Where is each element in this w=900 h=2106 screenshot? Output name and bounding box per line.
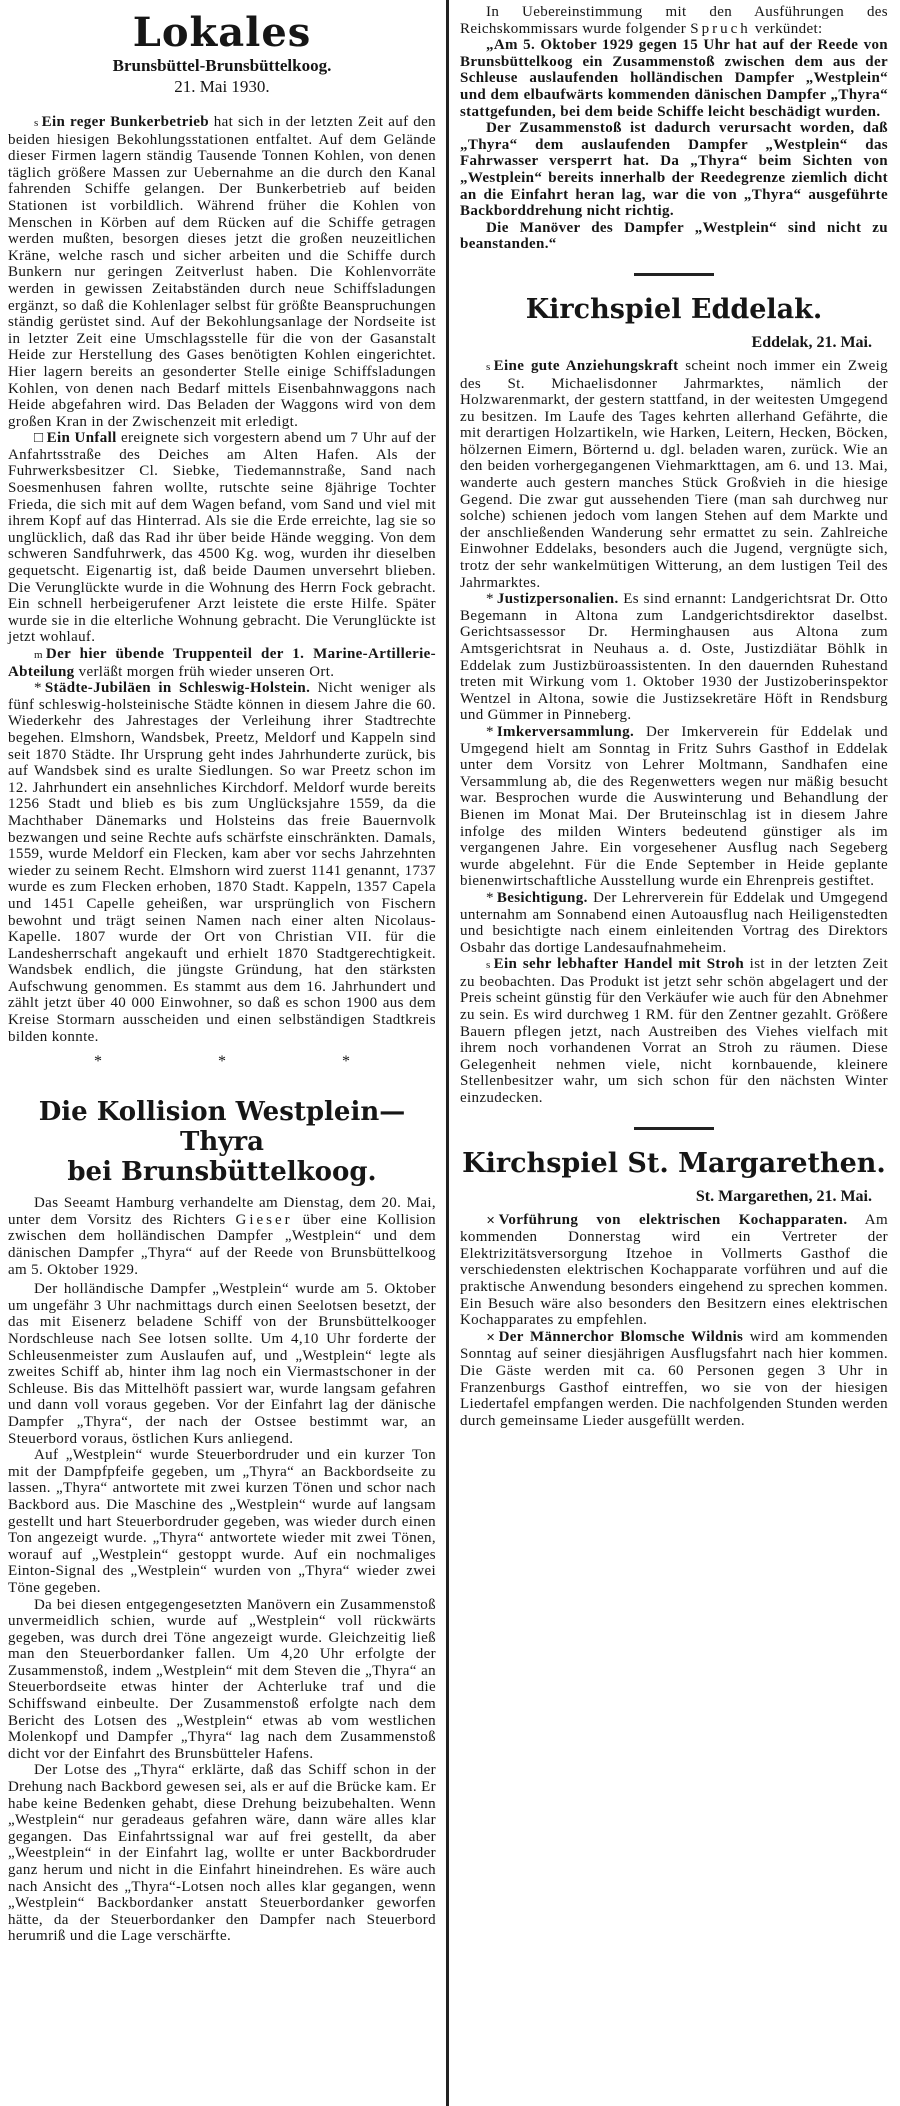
section-heading-margarethen: Kirchspiel St. Margarethen. <box>462 1147 886 1179</box>
item-text: ereignete sich vorgestern abend um 7 Uhr auf der Anfahrtsstraße des Deiches am Alten Hafen. Als der Fuhrwerksbesitzer Cl. Siebke, Tiedemannstraße, Sand nach Soesmenhusen fahren wollte, rutschte seine 8jährige Tochter Frieda, die sich mit auf dem Wagen befand, vom Sand und viel mit ihrem Kopf auf das Hinterrad. Als sie die Erde erreichte, lag sie so unglücklich, daß das Rad ihr über beide Hände wegging. Von dem schweren Sandfuhrwerk, das 4500 Kg. wog, wurden ihr dieselben gequetscht. Eigenartig ist, daß beide Daumen unversehrt blieben. Die Verunglückte wurde in die Wohnung des Herrn Fock gebracht. Ein schnell herbeigerufener Arzt leistete die erste Hilfe. Später wurde sie in die elterliche Wohnung gebracht. Die Verunglückte ist jetzt wohlauf. <box>8 430 436 646</box>
item-text: verläßt morgen früh wieder unseren Ort. <box>74 663 335 680</box>
item-marker: * <box>486 889 494 906</box>
item-marker: * <box>486 723 494 740</box>
news-item <box>460 358 888 591</box>
verdict-paragraph: Die Manöver des Dampfer „Westplein“ sind nicht zu beanstanden.“ <box>460 219 888 253</box>
dateline: Eddelak, 21. Mai. <box>751 333 872 351</box>
verdict-word: Spruch <box>690 20 751 37</box>
item-text: ist in der letzten Zeit zu beobachten. Das Produkt ist jetzt sehr schön abgelagert und der Preis scheint günstig für den Verkäufer wie auch für den Abnehmer zu sein. Es wird durchweg 1 RM. für den Zentner gezahlt. Größere Bauern pflegen jetzt, nach Austreiben des Viehes vielfach mit ihrem noch vorhandenen Vorrat an Stroh zu räumen. Diese Gelegenheit nehmen viele, nicht kornbauende, kleinere Stellenbesitzer wahr, um sich schon für den nächsten Winter einzudecken. <box>460 956 888 1107</box>
item-marker: * <box>34 680 42 697</box>
section-divider <box>634 273 714 276</box>
item-text: hat sich in der letzten Zeit auf den beiden hiesigen Bekohlungsstationen entfaltet. Auf dem Gelände dieser Firmen lagern ständig Tausende Tonnen Kohlen, von denen täglich größere Massen zur Uebernahme an die durch den Kanal fahrenden Schiffe gelangen. Der Bunkerbetrieb auf beiden Stationen ist vorbildlich. Während früher die Kohlen von Menschen in Körben auf dem Rücken auf die Schiffe getragen werden mußten, besorgen dieses jetzt die großen neuzeitlichen Kräne, welche rasch und sicher arbeiten und die Schiffe durch Bunkern nur geringen Zeitverlust haben. Die Kohlenvorräte werden in gewissen Zeitabständen durch neue Schiffsladungen ergänzt, so daß die Kohlenlager selbst für größte Beanspruchungen ständig gerüstet sind. Auf der Bekohlungsanlage der Nordseite ist in letzter Zeit eine Umschlagsstelle für die von der Gasanstalt Heide zur Herstellung des Gases benötigten Kohlen eingerichtet. Hier lagern bereits an gesonderter Stelle einige Schiffsladungen Kohlen, von denen nach Bedarf mittels Eisenbahnwaggons nach Heide abgefahren wird. Das Beladen der Waggons wird von dem großen Kran in der Zwischenzeit mit erledigt. <box>8 114 436 430</box>
article-paragraph: Der Lotse des „Thyra“ erklärte, daß das Schiff schon in der Drehung nach Backbord gewesen sei, als er auf die Brücke kam. Er habe keine Bedenken gehabt, diese Drehung beizubehalten. Wenn „Westplein“ nur geradeaus gefahren wäre, dann wäre alles klar gegangen. Das Einfahrtssignal war auf frei gestellt, da aber „Weestplein“ in der Einfahrt lag, wollte er unter Backbordruder ganz herum und nicht in die Einfahrt hineindrehen. Es wäre auch nach Ansicht des „Thyra“-Lotsen noch alles klar gegangen, wenn „Westplein“ Backbordanker anstatt Steuerbordanker geworfen hätte, da der Steuerbordanker den Dampfer nach Steuerbord herumriß und die Lage verschärfte. <box>8 1762 436 1945</box>
article-title-line: Die Kollision Westplein—Thyra <box>38 1097 406 1158</box>
column-rule <box>446 0 449 2106</box>
news-item <box>460 1329 888 1430</box>
section-title: Lokales <box>132 9 312 56</box>
text-run: über eine Kollision zwischen dem holländischen Dampfer „Westplein“ und dem dänischen Dampfer „Thyra“ auf der Reede von Brunsbüttelkoog am 5. Oktober 1929. <box>8 1211 436 1278</box>
item-text: Der Imkerverein für Eddelak und Umgegend hielt am Sonntag in Fritz Suhrs Gasthof in Eddelak unter dem Vorsitz von Lehrer Moltmann, Sandhafen eine Versammlung ab, die des Regenwetters wegen nur mäßig besucht war. Besprochen wurde die Auswinterung und Behandlung der Bienen im Monat Mai. Der Bruteinschlag ist in diesem Jahre infolge des milden Winters bedeutend günstiger als im vergangenen Jahre. Ein vorgesehener Ausflug nach Segeberg wurde abgelehnt. Für die Ende September in Heide geplante bienenwirtschaftliche Ausstellung wurde ein Ehrenpreis gestiftet. <box>460 723 888 890</box>
news-item <box>460 890 888 956</box>
news-item <box>460 591 888 724</box>
article-paragraph: Da bei diesen entgegengesetzten Manövern ein Zusammenstoß unvermeidlich schien, wurde auf „Westplein“ voll rückwärts gegeben, was durch drei Töne angezeigt wurde. Gleichzeitig ließ man den Steuerbordanker fallen. Um 4,20 Uhr erfolgte der Zusammenstoß, indem „Westplein“ mit dem Steven die „Thyra“ an Steuerbordseite etwas hinter der Achterluke traf und die Schiffswand einbeulte. Der Zusammenstoß erfolgte nach dem Bericht des Lotsen des „Westplein“ etwas ab vom westlichen Molenkopf und Dampfer „Thyra“ lag nach dem Zusammenstoß dicht vor der Einfahrt des Brunsbütteler Hafens. <box>8 1596 436 1762</box>
item-lead: Ein reger Bunkerbetrieb <box>41 114 209 130</box>
item-marker: * <box>486 591 494 608</box>
item-marker: s <box>486 360 491 373</box>
article-paragraph: Auf „Westplein“ wurde Steuerbordruder und ein kurzer Ton mit der Dampfpfeife gegeben, um „Thyra“ an Backbordseite zu lassen. „Thyra“ antwortete mit zwei kurzen Tönen und schor nach Backbord aus. Die Maschine des „Westplein“ wurde auf langsam gestellt und hart Steuerbordruder gegeben, was wieder durch einen Ton angezeigt wurde. „Thyra“ antwortete wieder mit zwei Tönen, worauf auf „Westplein“ gestoppt wurde. Auf ein nochmaliges Einton-Signal des „Westplein“ wurden von „Thyra“ wieder zwei Töne gegeben. <box>8 1447 436 1596</box>
news-item <box>460 724 888 890</box>
news-item <box>8 114 436 430</box>
separator-stars: * * * <box>94 1053 406 1071</box>
item-text: Nicht weniger als fünf schleswig-holsteinische Städte können in diesem Jahre die 60. Wiederkehr des Jahrestages der Verleihung ihrer Stadtrechte begehen. Elmshorn, Wandsbek, Preetz, Meldorf und Kappeln sind seit 1870 Städte. Ihr Ursprung geht indes Jahrhunderte zurück, bis auf Wandsbek sind es uralte Siedlungen. So war Preetz schon im 12. Jahrhundert ein ansehnliches Kirchdorf. Meldorf wurde bereits 1256 Stadt und blieb es bis zum Unglücksjahre 1559, da die Machthaber Dänemarks und Holsteins das freie Bauernvolk bezwangen und seine Rechte aufs schärfste einschränkten. Damals, 1559, wurde Meldorf ein Flecken, kam aber vor sechs Jahrzehnten wieder zu seinem Recht. Elmshorn wird zuerst 1141 genannt, 1737 wurde es zum Flecken erhoben, 1870 Stadt. Kappeln, 1357 Capela und 1451 Capelle geheißen, war ursprünglich von Fischern bewohnt und trägt seinen Namen nach einer alten Nicolaus-Kapelle. 1807 wurde der Ort von Christian VII. für die Landesherrschaft angekauft und erhielt 1870 Stadtgerechtigkeit. Wandsbek endlich, die jüngste Gründung, hat den stärksten Aufschwung genommen. Es stammt aus dem 16. Jahrhundert und zählt jetzt über 40 000 Einwohner, so daß es schon 1900 aus dem Kreise Stormarn ausscheiden und einen selbständigen Stadtkreis bilden konnte. <box>8 680 436 1045</box>
item-lead: Städte-Jubiläen in Schleswig-Holstein. <box>44 680 311 697</box>
item-lead: Justizpersonalien. <box>496 591 619 608</box>
judge-name: Gieser <box>235 1211 293 1228</box>
news-item <box>8 430 436 646</box>
item-lead: Besichtigung. <box>496 889 588 906</box>
section-heading-eddelak: Kirchspiel Eddelak. <box>525 293 823 325</box>
item-lead: Der Männerchor Blomsche Wildnis <box>498 1328 744 1345</box>
item-text: Der Lehrerverein für Eddelak und Umgegend unternahm am Sonnabend einen Autoausflug nach Heiligenstedten und besichtigte nach einem einleitenden Vortrag des Direktors Osbahr das dortige Landesaufnahmeheim. <box>460 889 888 956</box>
item-text: scheint noch immer ein Zweig des St. Michaelisdonner Jahrmarktes, nämlich der Holzwarenmarkt, der gestern stattfand, in der weitesten Umgegend zu besitzen. Im Laufe des Tages kehrten allerhand Gefährte, die mit derartigen Holzartikeln, wie Harken, Leitern, Hecken, Böcken, hölzernen Eimern, Börternd u. dgl. beladen waren, zurück. Wie an den beiden vorhergegangenen Viehmarkttagen, am 6. und 13. Mai, wanderte auch gestern manches Stück Großvieh in die hiesige Gegend. Die zwar gut aussehenden Tiere (man sah durchweg nur solche) schienen jedoch vom langen Stehen auf dem Markte und der anschließenden Wanderung sehr ermattet zu sein. Zahlreiche Einwohner Eddelaks, besonders auch die Jugend, vergnügte sich, trotz der sehr wankelmütigen Witterung, an dem lustigen Teil des Jahrmarktes. <box>460 357 888 591</box>
article-paragraph: Der holländische Dampfer „Westplein“ wurde am 5. Oktober um ungefähr 3 Uhr nachmittags durch einen Seelotsen besetzt, der das mit Eisenerz beladene Schiff von der Brunsbüttelkooger Nordschleuse nach See lotsen sollte. Um 4,10 Uhr forderte der Schleusenmeister zum Auslaufen auf, und „Westplein“ legte als zweites Schiff ab, hinter ihm lag noch ein Viermastschoner in der Schleuse. Bis das Mittelhöft passiert war, wurde langsam gefahren und dann voll voraus gegeben. Vor der Einfahrt lag der dänische Dampfer „Thyra“, der nach der Ostsee bestimmt war, an Steuerbord voraus, östlichen Kurs anliegend. <box>8 1281 436 1447</box>
article-title-line: bei Brunsbüttelkoog. <box>67 1157 377 1188</box>
item-lead: Ein sehr lebhafter Handel mit Stroh <box>493 956 745 973</box>
right-column <box>460 0 888 1429</box>
dateline: St. Margarethen, 21. Mai. <box>695 1187 872 1205</box>
location-heading: Brunsbüttel-Brunsbüttelkoog. <box>112 56 332 75</box>
verdict-intro <box>460 4 888 37</box>
news-item <box>460 1212 888 1329</box>
item-text: wird am kommenden Sonntag auf seiner diesjährigen Ausflugsfahrt nach hier kommen. Die Gäste werden mit ca. 60 Personen gegen 3 Uhr in Franzenburgs Gasthof eintreffen, wo sie von der hiesigen Liedertafel empfangen werden. Die nachfolgenden Stunden werden durch gemeinsame Lieder ausgefüllt werden. <box>460 1328 888 1429</box>
verdict <box>460 37 888 253</box>
text-run: Das Seeamt Hamburg verhandelte am Dienstag, dem 20. Mai, unter dem Vorsitz des Richters <box>8 1195 436 1228</box>
date-heading: 21. Mai 1930. <box>174 77 270 96</box>
item-marker: ✕ <box>486 1331 496 1344</box>
news-item <box>8 646 436 680</box>
text-run: verkündet: <box>750 20 823 37</box>
news-item <box>8 680 436 1045</box>
item-marker: □ <box>34 430 44 447</box>
verdict-paragraph: „Am 5. Oktober 1929 gegen 15 Uhr hat auf der Reede von Brunsbüttelkoog ein Zusammenstoß zwischen dem aus der Schleuse auslaufenden holländischen Dampfer „Westplein“ und dem elbaufwärts kommenden dänischen Dampfer „Thyra“ stattgefunden, bei dem beide Schiffe leicht beschädigt wurden. <box>460 37 888 120</box>
news-item <box>460 956 888 1106</box>
item-lead: Eine gute Anziehungskraft <box>493 357 679 374</box>
item-lead: Imkerversammlung. <box>496 723 635 740</box>
article-paragraph <box>8 1195 436 1278</box>
item-marker: s <box>486 959 491 972</box>
left-column <box>8 0 436 1945</box>
item-lead: Ein Unfall <box>46 430 117 447</box>
item-lead: Der hier übende Truppenteil der 1. Marine-Artillerie-Abteilung <box>8 646 436 680</box>
item-lead: Vorführung von elektrischen Kochapparaten. <box>498 1211 848 1228</box>
verdict-paragraph: Der Zusammenstoß ist dadurch verursacht worden, daß „Thyra“ dem auslaufenden Dampfer „Westplein“ das Fahrwasser versperrt hat. Da „Thyra“ beim Sichten von „Westplein“ bereits innerhalb der Reedegrenze ziemlich dicht an die Einfahrt heran lag, war die von „Thyra“ ausgeführte Backborddrehung nicht richtig. <box>460 120 888 220</box>
article-title <box>8 1097 436 1187</box>
item-text: Es sind ernannt: Landgerichtsrat Dr. Otto Begemann in Altona zum Landgerichtsdirektor daselbst. Gerichtsassessor Dr. Herminghausen aus Altona zum Amtsgerichtsrat in Neuhaus a. d. Oste, Justizdiätar Böhlk in Eddelak zum Justizbüroassistenten. In den dauernden Ruhestand treten mit Wirkung vom 1. Oktober 1930 der Justizoberinspektor Wentzel in Altona, sowie die Justizsekretäre Höft in Rendsburg und Gümmer in Pinneberg. <box>460 591 888 724</box>
item-marker: m <box>34 649 43 661</box>
item-text: Am kommenden Donnerstag wird ein Vertreter der Elektrizitätsversorgung Itzehoe in Vollmerts Gasthof die verschiedensten elektrischen Kochapparate vorführen und auf die praktische Anwendung besonders eingehend zu sprechen kommen. Ein Besuch wäre also besonders den Besitzern eines elektrischen Kochapparates zu empfehlen. <box>460 1211 888 1329</box>
item-marker: s <box>34 117 39 129</box>
item-marker: ✕ <box>486 1214 496 1227</box>
section-divider <box>634 1127 714 1130</box>
text-run: In Uebereinstimmung mit den Ausführungen des Reichskommissars wurde folgender <box>460 4 888 37</box>
